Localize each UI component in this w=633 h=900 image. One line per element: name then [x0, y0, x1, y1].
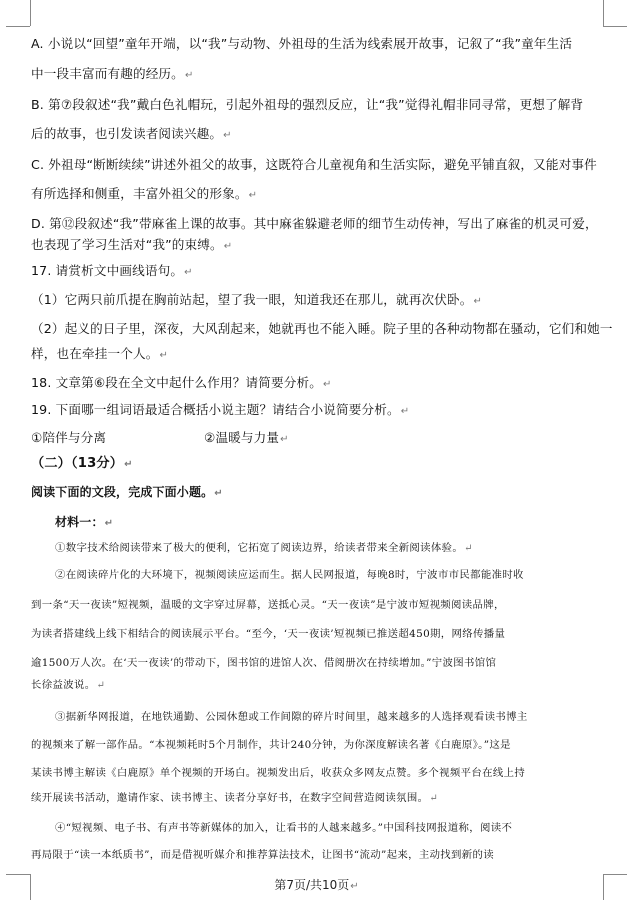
option-d-line-1: D. 第⑫段叙述“我”带麻雀上课的故事。其中麻雀躲避老师的细节生动传神，写出了麻雀的机灵可爱， — [31, 216, 598, 231]
reading-instruction: 阅读下面的文段，完成下面小题。↵ — [31, 485, 223, 499]
material-paragraph-2-line-1: ②在阅读碎片化的大环境下，视频阅读应运而生。据人民网报道，每晚8时，宁波市市民都能准时收 — [55, 569, 524, 581]
option-a-line-2: 中一段丰富而有趣的经历。↵ — [31, 66, 194, 81]
option-b-line-1: B. 第⑦段叙述“我”戴白色礼帽玩，引起外祖母的强烈反应，让“我”觉得礼帽非同寻常，更想了解背 — [31, 97, 584, 112]
material-paragraph-2-line-3: 为读者搭建线上线下相结合的阅读展示平台。“至今，‘天一夜读’短视频已推送超450期，网络传播量 — [31, 628, 506, 640]
option-d-line-2: 也表现了学习生活对“我”的束缚。↵ — [31, 237, 233, 252]
material-paragraph-3-line-4: 续开展读书活动，邀请作家、读书博主、读者分享好书，在数字空间营造阅读氛围。↵ — [31, 792, 439, 804]
question-17: 17. 请赏析文中画线语句。↵ — [31, 263, 193, 278]
material-paragraph-2-line-2: 到一条“天一夜读”短视频，温暖的文字穿过屏幕，送抵心灵。“天一夜读”是宁波市短视频阅读品牌， — [31, 599, 505, 611]
page-footer: 第7页/共10页↵ — [274, 878, 359, 892]
question-17-item-2-line-2: 样，也在牵挂一个人。↵ — [31, 346, 168, 361]
section-heading: （二）（13分）↵ — [31, 456, 133, 471]
material-paragraph-2-line-5: 长徐益波说。↵ — [31, 679, 106, 691]
material-label: 材料一：↵ — [55, 515, 114, 529]
page-number: 第7页/共10页 — [274, 878, 350, 892]
option-c-line-2: 有所选择和侧重，丰富外祖父的形象。↵ — [31, 186, 258, 201]
material-paragraph-4-line-1: ④“短视频、电子书、有声书等新媒体的加入，让看书的人越来越多。”中国科技网报道称，阅读不 — [55, 822, 513, 834]
material-paragraph-4-line-2: 再局限于“读一本纸质书”，而是借视听媒介和推荐算法技术，让图书“流动”起来，主动找到新的读 — [31, 849, 495, 861]
option-a-line-1: A. 小说以“回望”童年开端，以“我”与动物、外祖母的生活为线索展开故事，记叙了“我”童年生活 — [31, 36, 573, 51]
option-b-line-2: 后的故事，也引发读者阅读兴趣。↵ — [31, 126, 232, 141]
question-17-item-2-line-1: （2）起义的日子里，深夜，大风刮起来，她就再也不能入睡。院子里的各种动物都在骚动，它们和她一 — [31, 321, 613, 336]
material-paragraph-3-line-2: 的视频来了解一部作品。“本视频耗时5个月制作，共计240分钟，为你深度解读名著《白鹿原》。”这是 — [31, 739, 511, 751]
material-paragraph-3-line-1: ③据新华网报道，在地铁通勤、公园休憩或工作间隙的碎片时间里，越来越多的人选择观看读书博主 — [55, 711, 528, 723]
material-paragraph-3-line-3: 某读书博主解读《白鹿原》单个视频的开场白。视频发出后，收获众多网友点赞。多个视频平台在线上持 — [31, 767, 526, 779]
material-paragraph-2-line-4: 逾1500万人次。在‘天一夜读’的带动下，图书馆的进馆人次、借阅册次在持续增加。”宁波图书馆馆 — [31, 657, 497, 669]
material-paragraph-1: ①数字技术给阅读带来了极大的便利，它拓宽了阅读边界，给读者带来全新阅读体验。↵ — [55, 542, 473, 554]
question-17-item-1: （1）它两只前爪提在胸前站起，望了我一眼，知道我还在那儿，就再次伏卧。↵ — [31, 292, 482, 307]
option-1: ①陪伴与分离 — [31, 430, 107, 445]
option-c-line-1: C. 外祖母“断断续续”讲述外祖父的故事，这既符合儿童视角和生活实际，避免平铺直叙，又能对事件 — [31, 157, 597, 172]
question-18: 18. 文章第⑥段在全文中起什么作用？请简要分析。↵ — [31, 375, 332, 390]
question-19: 19. 下面哪一组词语最适合概括小说主题？请结合小说简要分析。↵ — [31, 402, 410, 417]
question-19-options — [31, 430, 603, 446]
option-2: ②温暖与力量↵ — [204, 430, 289, 445]
